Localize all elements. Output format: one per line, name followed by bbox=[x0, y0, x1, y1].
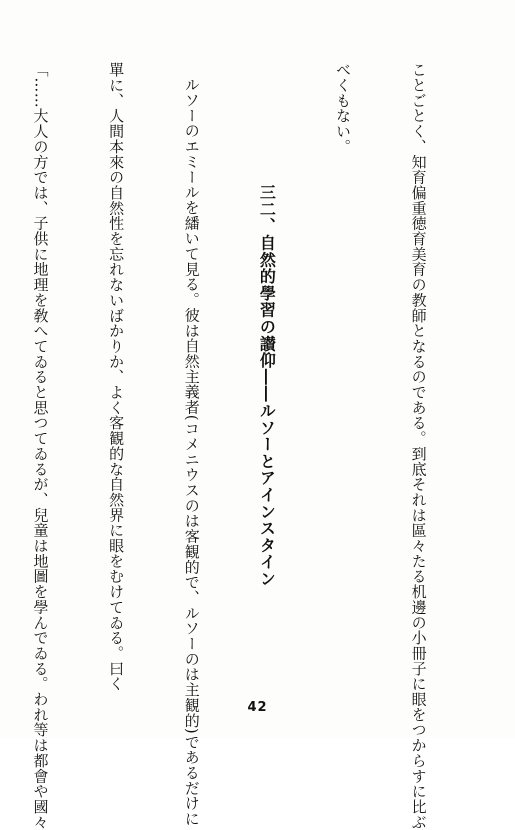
paragraph-line: ことごとく、知育偏重徳育美育の教師となるのである。到底それは區々たる机邊の小冊子に眼をつからすに比ぶ bbox=[409, 62, 428, 830]
paragraph-line: 單に、人間本來の自然性を忘れないばかりか、よく客観的な自然界に眼をむけてゐる。曰く bbox=[107, 62, 126, 692]
section-heading: 三二、自然的學習の讃仰――ルソーとアインスタイン bbox=[257, 184, 277, 588]
quote-line: 「……大人の方では、子供に地理を敎へてゐると思つてゐるが、兒童は地圖を學んでゐる。われ等は都會や國々 bbox=[31, 62, 50, 830]
page-number: 42 bbox=[247, 700, 268, 715]
paragraph-line: べくもない。 bbox=[333, 62, 352, 155]
paragraph-line: ルソーのエミールを繙いて見る。彼は自然主義者(コメニウスのは客観的で、ルソーのは主観的)であるだけに bbox=[182, 77, 201, 827]
